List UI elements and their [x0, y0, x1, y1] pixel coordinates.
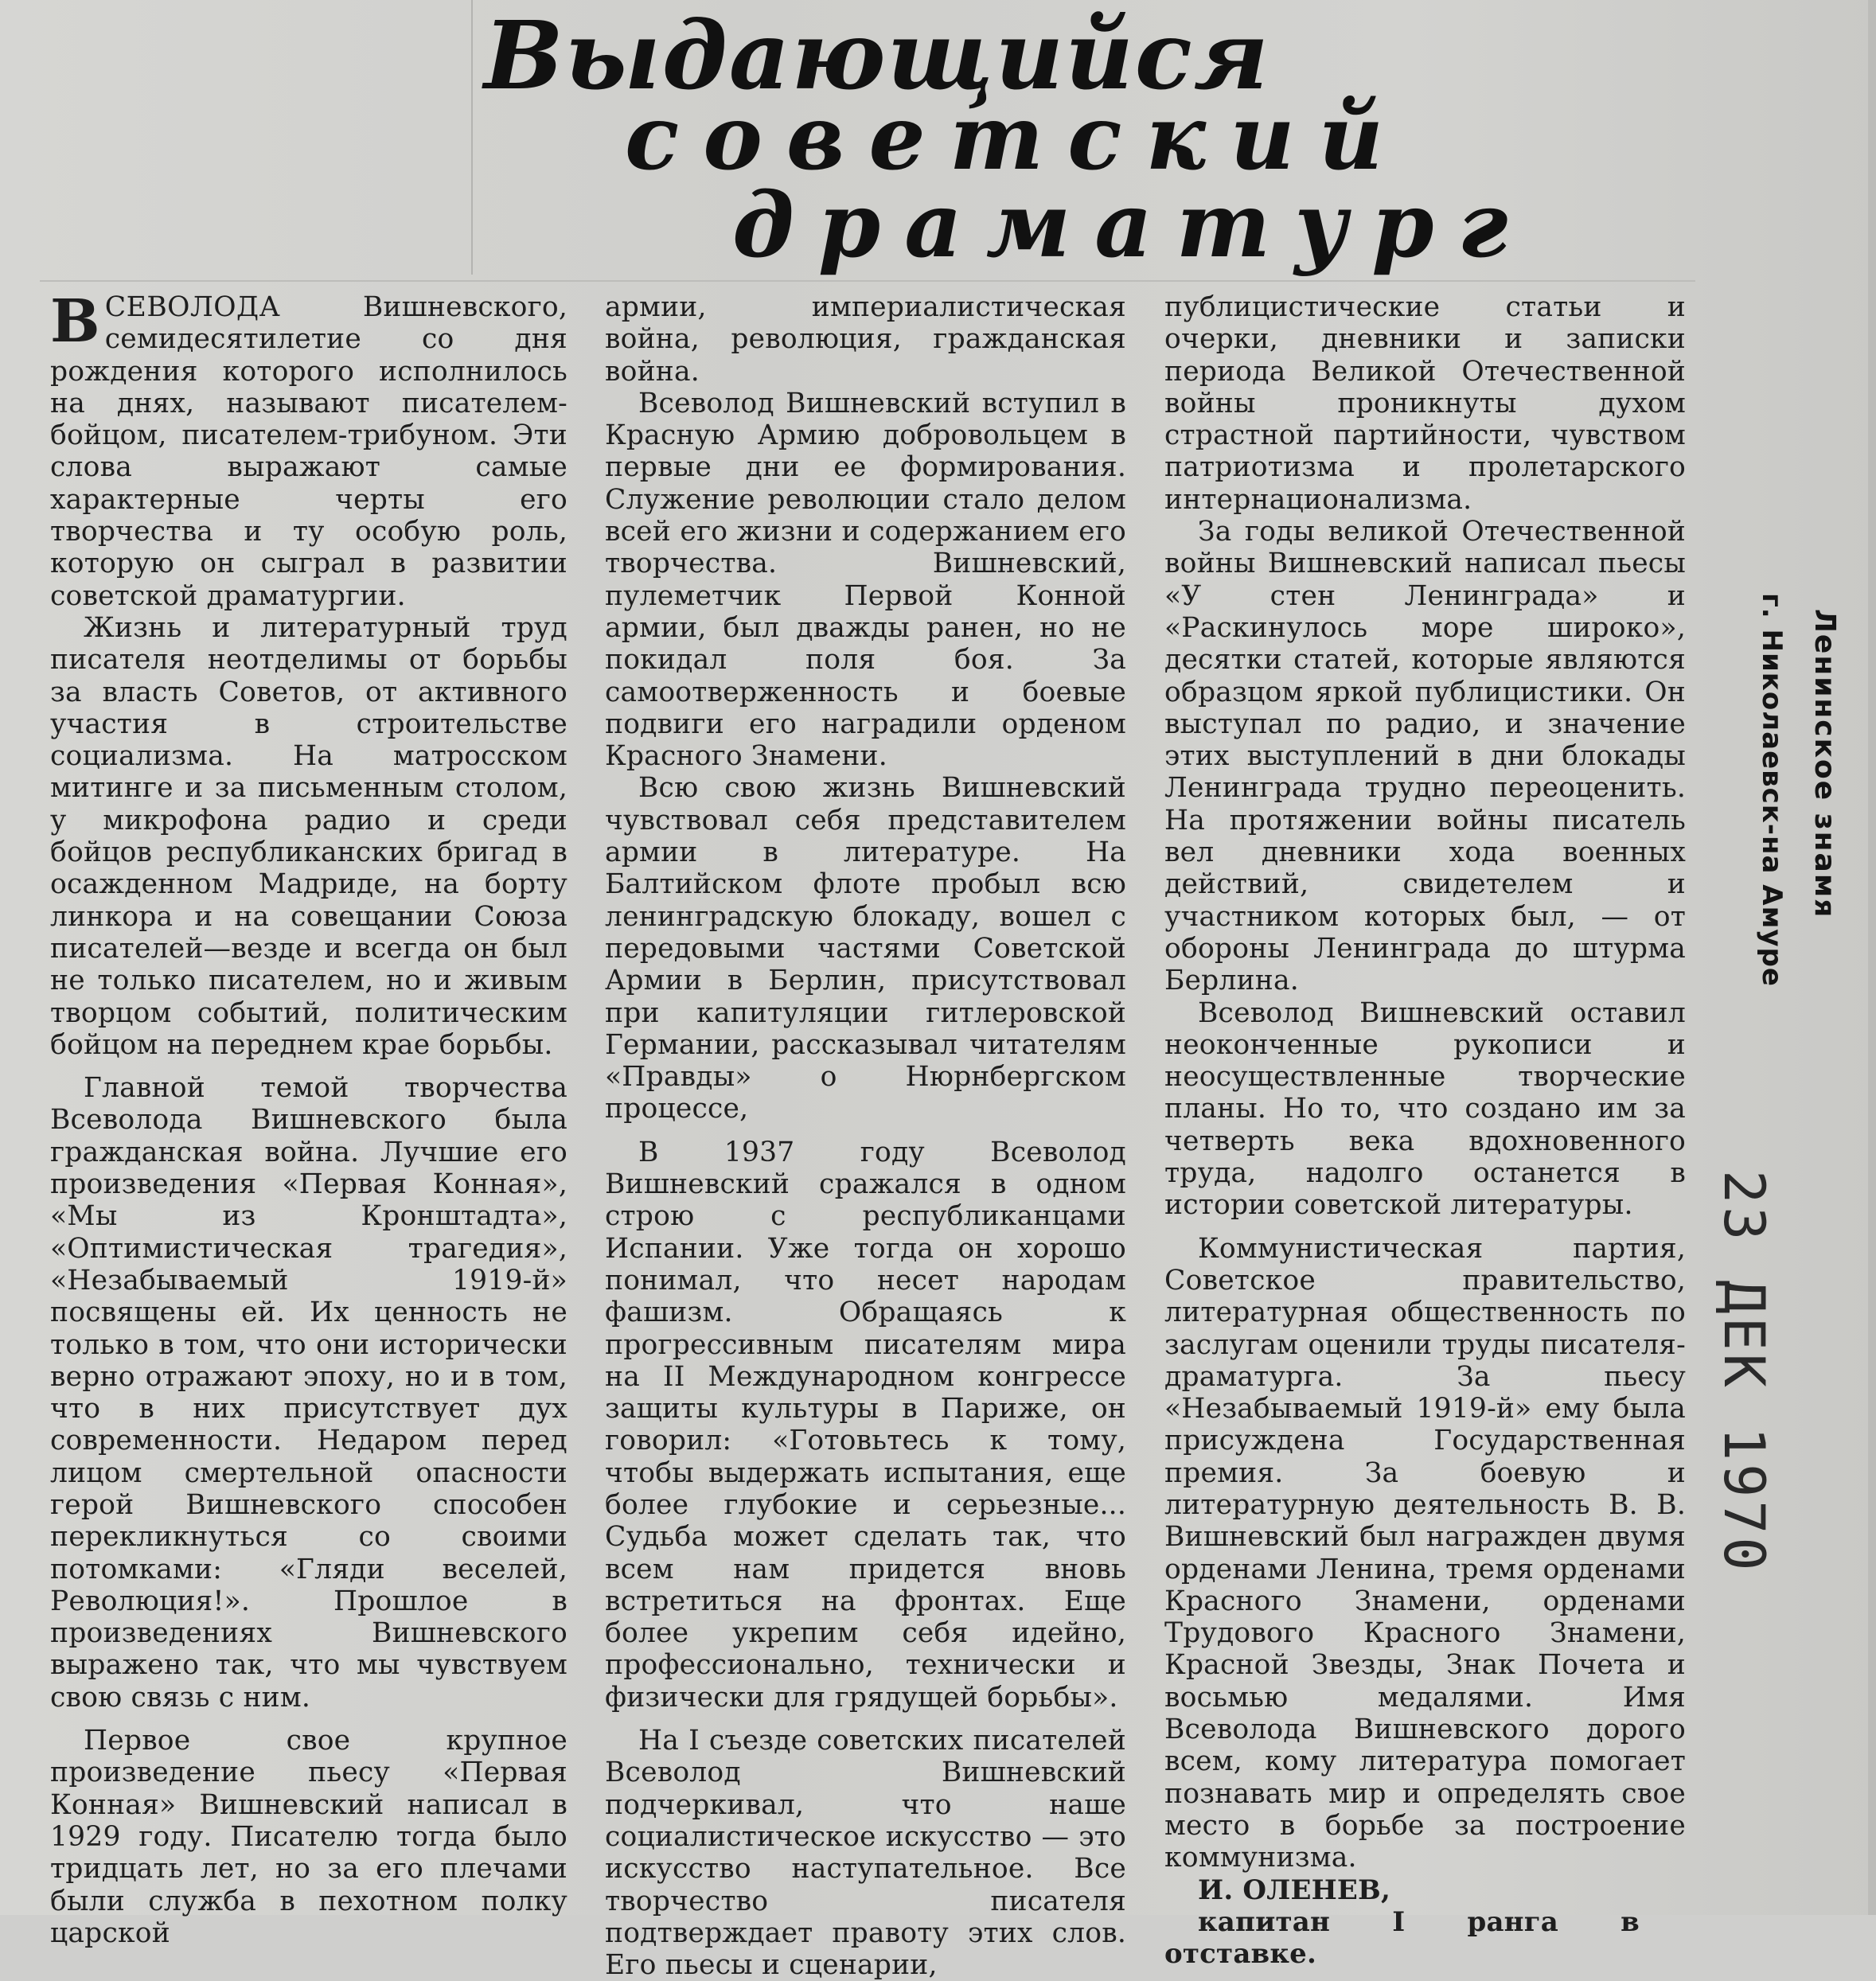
- paragraph: публицистические статьи и очерки, дневники и записки периода Великой Отечественной войны проникнуты духом страстной партийности, чувством патриотизма и пролетарского интернационализма.: [1164, 291, 1686, 516]
- newspaper-city: г. Николаевск-на Амуре: [1756, 593, 1788, 987]
- lead-caps: СЕВОЛОДА: [104, 291, 281, 323]
- paragraph: Жизнь и литературный труд писателя неотделимы от борьбы за власть Советов, от активного участия в строительстве социализма. На матросском митинге и за письменным столом, у микрофона радио и среди бойцов республиканских бригад в осажденном Мадриде, на борту линкора и на совещании Союза писателей—везде и всегда он был не только писателем, но и живым творцом событий, политическим бойцом на переднем крае борьбы.: [50, 611, 567, 1061]
- paragraph: армии, империалистическая война, революция, гражданская война.: [605, 291, 1126, 388]
- clipping-right-edge: [1868, 0, 1876, 1915]
- article-column-2: [605, 291, 1126, 1981]
- headline-line-2: советский: [625, 86, 1408, 190]
- paragraph: На I съезде советских писателей Всеволод Вишневский подчеркивал, что наше социалистическое искусство — это искусство наступательное. Все творчество писателя подтверждает правоту этих слов. Его пьесы и сценарии,: [605, 1725, 1126, 1981]
- headline: [0, 0, 1876, 278]
- paste-edge-horizontal: [40, 280, 1695, 282]
- article-column-1: [50, 287, 567, 1949]
- paragraph: Главной темой творчества Всеволода Вишневского была гражданская война. Лучшие его произведения «Первая Конная», «Мы из Кронштадта», «Оптимистическая трагедия», «Незабываемый 1919-й» посвящены ей. Их ценность не только в том, что они исторически верно отражают эпоху, но и в том, что в них присутствует дух современности. Недаром перед лицом смертельной опасности герой Вишневского способен перекликнуться со своими потомками: «Гляди веселей, Революция!». Прошлое в произведениях Вишневского выражено так, что мы чувствуем свою связь с ним.: [50, 1072, 567, 1714]
- drop-cap: В: [50, 287, 100, 356]
- author-title: капитан I ранга в отставке.: [1164, 1905, 1640, 1970]
- author-name: И. ОЛЕНЕВ,: [1198, 1874, 1391, 1906]
- paragraph: [50, 287, 567, 612]
- paragraph: Всеволод Вишневский оставил неоконченные рукописи и неосуществленные творческие планы. Но то, что создано им за четверть века вдохновенного труда, надолго останется в истории советской литературы.: [1164, 996, 1686, 1222]
- headline-line-3: драматург: [732, 174, 1532, 278]
- date-stamp: 23 ДЕК 1970: [1711, 1170, 1777, 1574]
- paragraph: Первое свое крупное произведение пьесу «Первая Конная» Вишневский написал в 1929 году. Писателю тогда было тридцать лет, но за его плечами были служба в пехотном полку царской: [50, 1725, 567, 1949]
- newspaper-name: Ленинское знамя: [1808, 609, 1841, 919]
- paragraph-text: Вишневского, семидесятилетие со дня рождения которого исполнилось на днях, называют писателем-бойцом, писателем-трибуном. Эти слова выражают самые характерные черты его творчества и ту особую роль, которую он сыграл в развитии советской драматургии.: [50, 291, 567, 612]
- headline-line-1: Выдающийся: [484, 0, 1270, 111]
- paragraph: В 1937 году Всеволод Вишневский сражался в одном строю с республиканцами Испании. Уже тогда он хорошо понимал, что несет народам фашизм. Обращаясь к прогрессивным писателям мира на II Международном конгрессе защиты культуры в Париже, он говорил: «Готовьтесь к тому, чтобы выдержать испытания, еще более глубокие и серьезные... Судьба может сделать так, что всем нам придется вновь встретиться на фронтах. Еще более укрепим себя идейно, профессионально, технически и физически для грядущей борьбы».: [605, 1136, 1126, 1714]
- paragraph: Всеволод Вишневский вступил в Красную Армию добровольцем в первые дни ее формирования. Служение революции стало делом всей его жизни и содержанием его творчества. Вишневский, пулеметчик Первой Конной армии, был дважды ранен, но не покидал поля боя. За самоотверженность и боевые подвиги его наградили орденом Красного Знамени.: [605, 387, 1126, 773]
- paragraph: Коммунистическая партия, Советское правительство, литературная общественность по заслугам оценили труды писателя-драматурга. За пьесу «Незабываемый 1919-й» ему была присуждена Государственная премия. За боевую и литературную деятельность В. В. Вишневский был награжден двумя орденами Ленина, тремя орденами Красного Знамени, орденами Трудового Красного Знамени, Красной Звезды, Знак Почета и восьмью медалями. Имя Всеволода Вишневского дорого всем, кому литература помогает познавать мир и определять свое место в борьбе за построение коммунизма.: [1164, 1232, 1686, 1874]
- paragraph: Всю свою жизнь Вишневский чувствовал себя представителем армии в литературе. На Балтийском флоте пробыл всю ленинградскую блокаду, вошел с передовыми частями Советской Армии в Берлин, присутствовал при капитуляции гитлеровской Германии, рассказывал читателям «Правды» о Нюрнбергском процессе,: [605, 772, 1126, 1125]
- article-column-3: [1164, 291, 1686, 1970]
- paragraph: За годы великой Отечественной войны Вишневский написал пьесы «У стен Ленинграда» и «Раскинулось море широко», десятки статей, которые являются образцом яркой публицистики. Он выступал по радио, и значение этих выступлений в дни блокады Ленинграда трудно переоценить. На протяжении войны писатель вел дневники хода военных действий, свидетелем и участником которых был, — от обороны Ленинграда до штурма Берлина.: [1164, 516, 1686, 997]
